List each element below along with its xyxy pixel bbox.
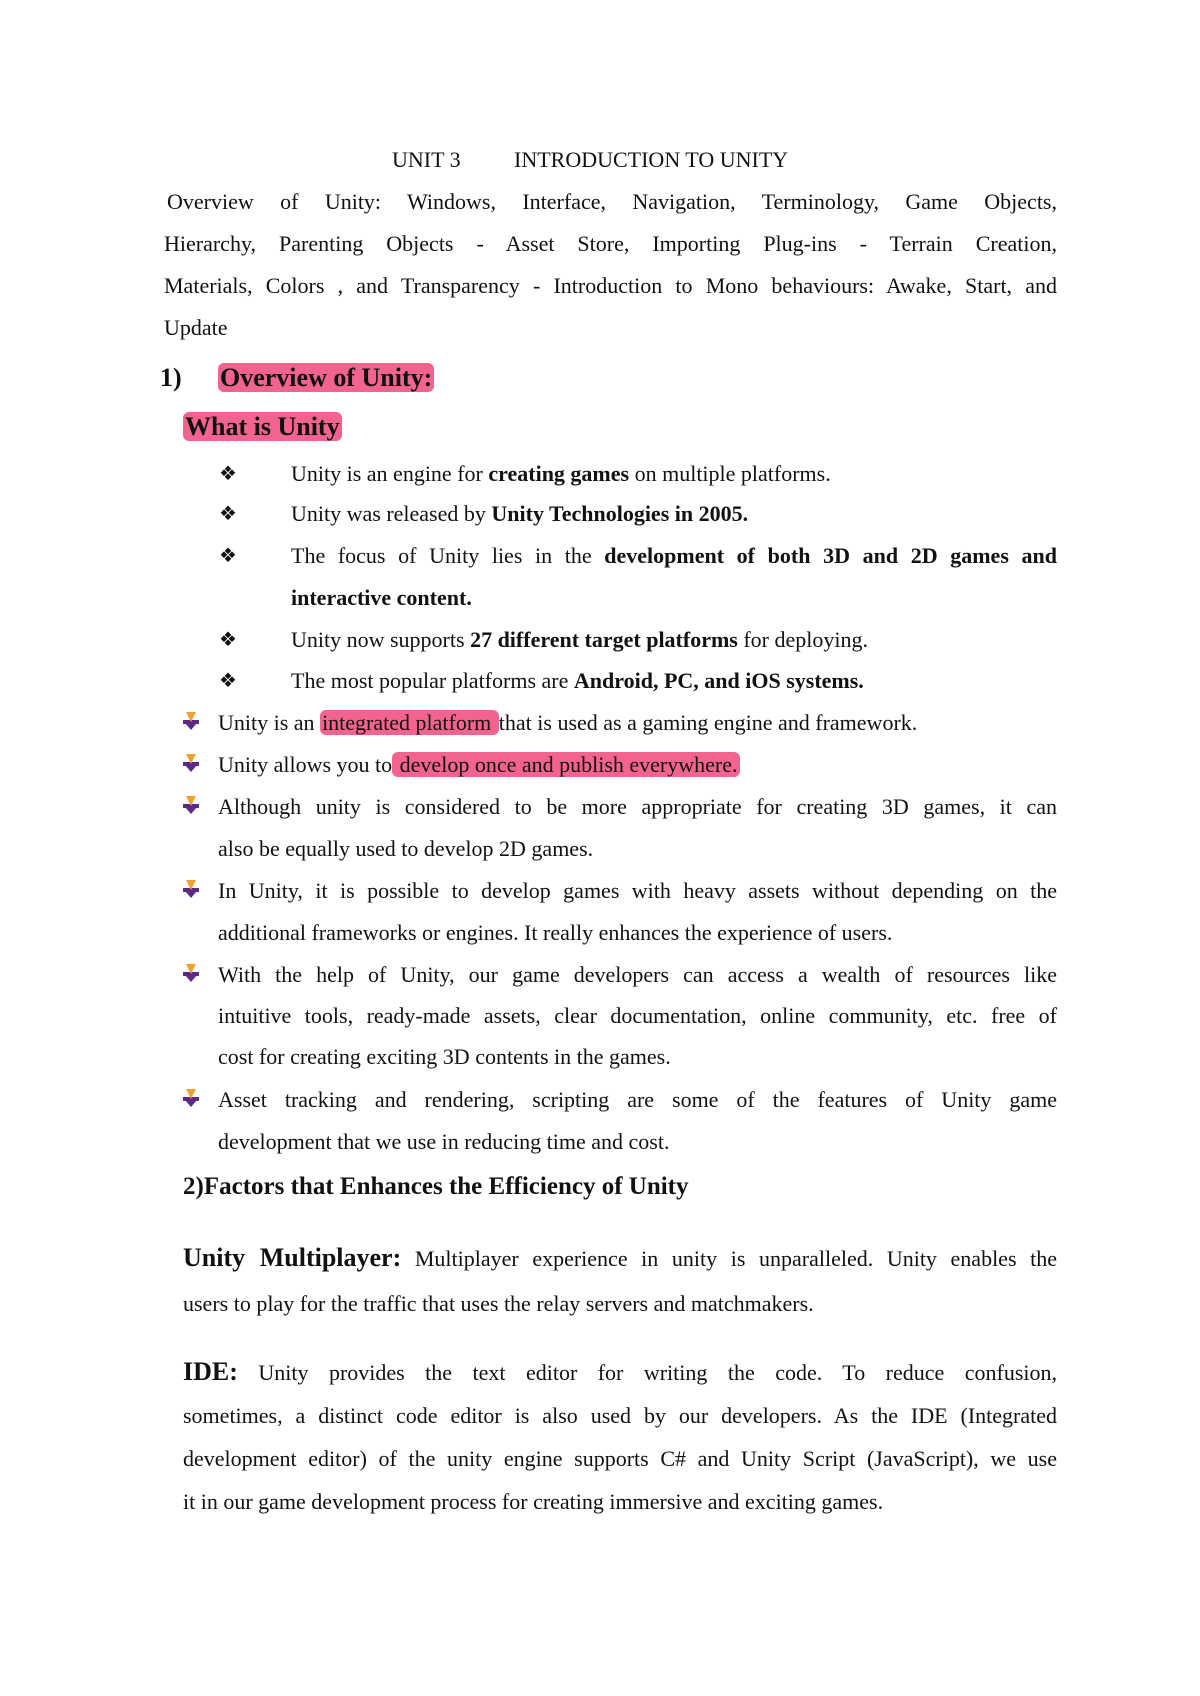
diamond-bullet-icon: ❖ [219,545,237,567]
list-item: Asset tracking and rendering, scripting are some of the features of Unity game [218,1087,1057,1112]
syllabus-line-2: Hierarchy, Parenting Objects - Asset Store, Importing Plug-ins - Terrain Creation, [164,231,1057,256]
arrow-bullet-icon [182,751,200,773]
arrow-bullet-icon [182,877,200,899]
syllabus-line-4: Update [164,315,228,340]
list-item: In Unity, it is possible to develop games with heavy assets without depending on the [218,878,1057,903]
list-item-continuation: additional frameworks or engines. It really enhances the experience of users. [218,920,893,945]
section-2-heading: 2)Factors that Enhances the Efficiency of Unity [183,1173,689,1200]
diamond-bullet-icon: ❖ [219,670,237,692]
list-item-continuation: interactive content. [291,585,472,610]
list-item-continuation: also be equally used to develop 2D games. [218,836,594,861]
arrow-bullet-icon [182,1086,200,1108]
ide-paragraph-line-4: it in our game development process for creating immersive and exciting games. [183,1489,884,1514]
multiplayer-paragraph-line-2: users to play for the traffic that uses the relay servers and matchmakers. [183,1291,814,1316]
list-item: With the help of Unity, our game developers can access a wealth of resources like [218,962,1057,987]
section-subheading: What is Unity [185,412,340,441]
list-item-continuation: intuitive tools, ready-made assets, clear documentation, online community, etc. free of [218,1003,1057,1028]
list-item: Although unity is considered to be more appropriate for creating 3D games, it can [218,794,1057,819]
list-item-continuation: development that we use in reducing time and cost. [218,1129,670,1154]
ide-paragraph-line-2: sometimes, a distinct code editor is also used by our developers. As the IDE (Integrated [183,1403,1057,1428]
list-item: Unity allows you to develop once and publish everywhere. [218,752,738,777]
diamond-bullet-icon: ❖ [219,463,237,485]
diamond-bullet-icon: ❖ [219,629,237,651]
list-item: Unity is an engine for creating games on multiple platforms. [291,461,831,486]
syllabus-line-1: Overview of Unity: Windows, Interface, Navigation, Terminology, Game Objects, [167,189,1057,214]
list-item: Unity was released by Unity Technologies in 2005. [291,501,749,526]
unit-label: UNIT 3 [392,147,461,172]
list-item: The most popular platforms are Android, PC, and iOS systems. [291,668,864,693]
list-item-continuation: cost for creating exciting 3D contents in the games. [218,1044,671,1069]
diamond-bullet-icon: ❖ [219,503,237,525]
list-item: The focus of Unity lies in the development of both 3D and 2D games and [291,543,1057,568]
multiplayer-paragraph-line-1: Unity Multiplayer: Multiplayer experience in unity is unparalleled. Unity enables the [183,1243,1057,1272]
ide-paragraph-line-1: IDE: Unity provides the text editor for writing the code. To reduce confusion, [183,1357,1057,1386]
list-item: Unity is an integrated platform that is used as a gaming engine and framework. [218,710,918,735]
arrow-bullet-icon [182,793,200,815]
ide-paragraph-line-3: development editor) of the unity engine supports C# and Unity Script (JavaScript), we use [183,1446,1057,1471]
section-heading: Overview of Unity: [220,363,433,392]
section-number: 1) [160,363,182,392]
list-item: Unity now supports 27 different target platforms for deploying. [291,627,869,652]
arrow-bullet-icon [182,961,200,983]
arrow-bullet-icon [182,709,200,731]
page-title: INTRODUCTION TO UNITY [514,147,789,172]
syllabus-line-3: Materials, Colors , and Transparency - Introduction to Mono behaviours: Awake, Start, and [164,273,1057,298]
